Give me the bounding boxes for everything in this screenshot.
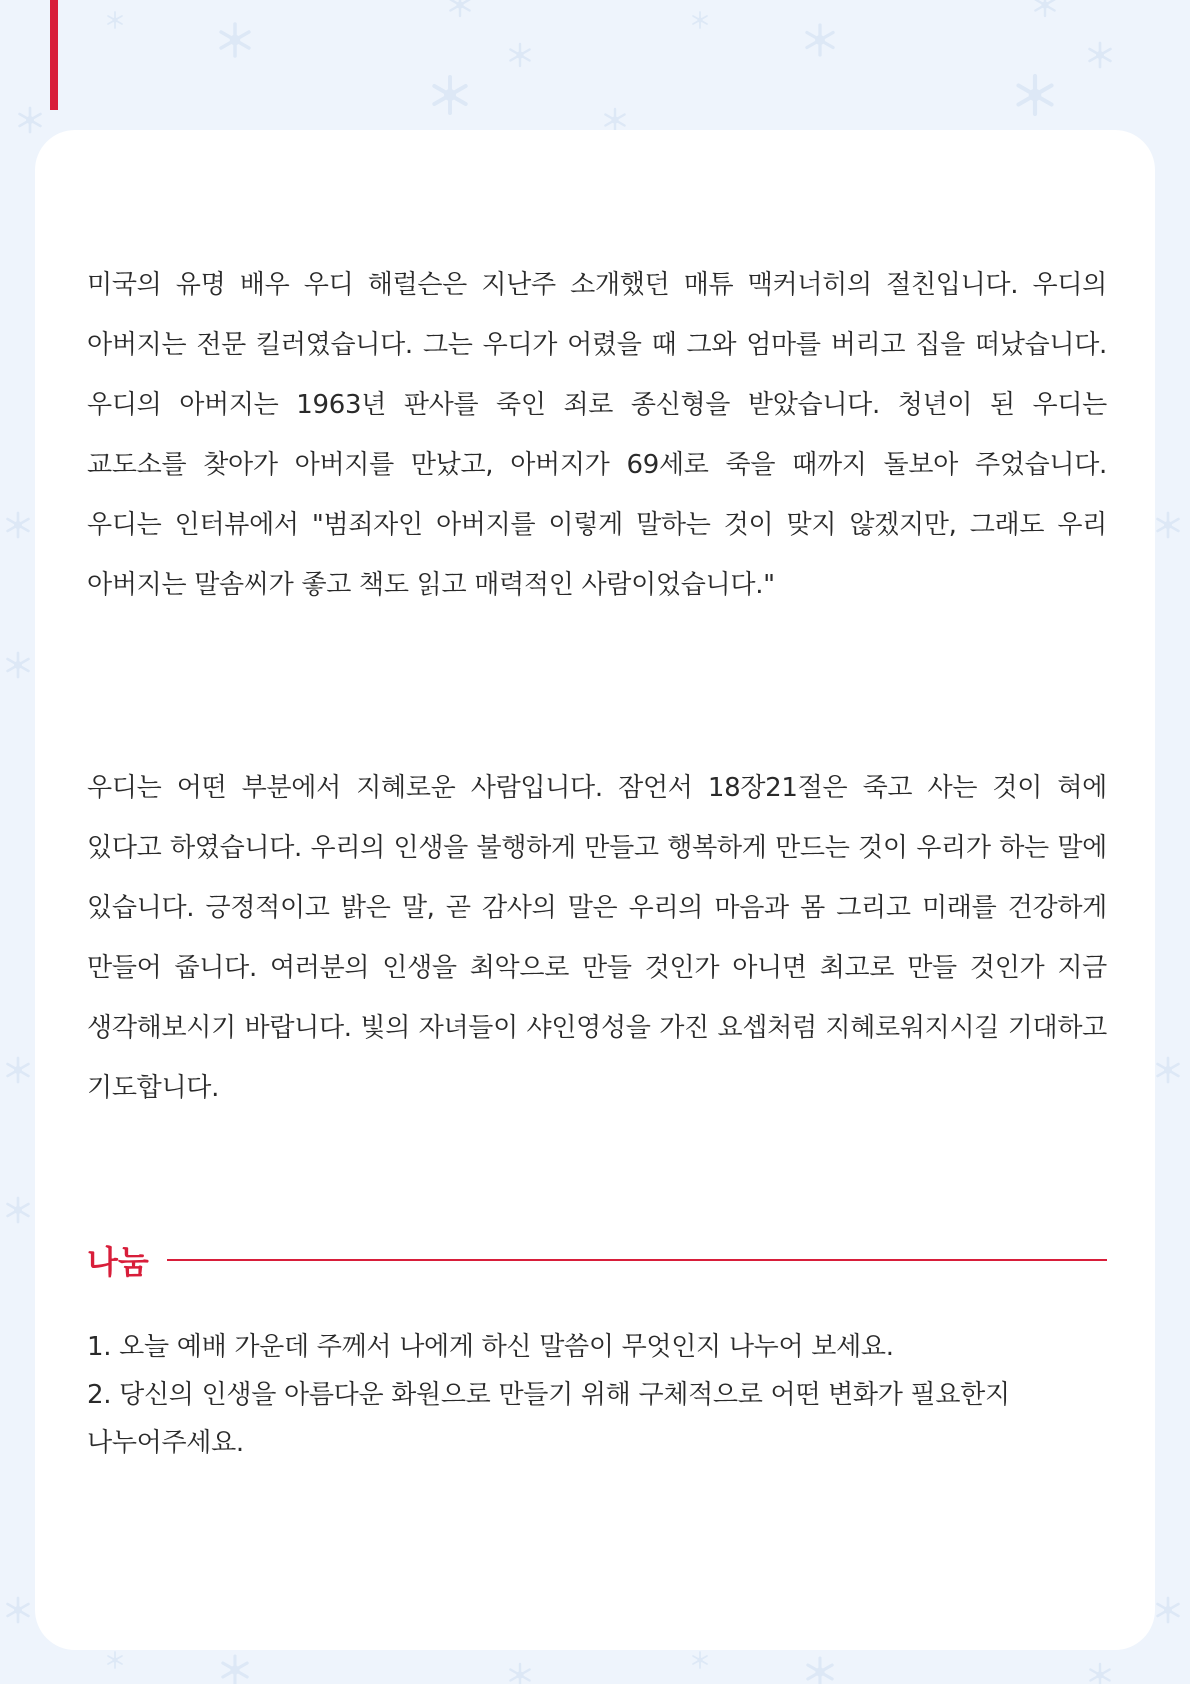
sharing-header bbox=[87, 1230, 1107, 1290]
snowflake-icon bbox=[1158, 1058, 1179, 1082]
snowflake-icon bbox=[450, 0, 469, 16]
snowflake-icon bbox=[510, 44, 529, 66]
snowflake-icon bbox=[1158, 1598, 1179, 1622]
snowflake-icon bbox=[1090, 1664, 1109, 1684]
snowflake-icon bbox=[221, 24, 249, 56]
question-item: 1. 오늘 예배 가운데 주께서 나에게 하신 말씀이 무엇인지 나누어 보세요. bbox=[87, 1332, 894, 1362]
snowflake-icon bbox=[223, 1656, 247, 1684]
snowflake-icon bbox=[693, 12, 707, 28]
accent-bar bbox=[50, 0, 58, 110]
snowflake-icon bbox=[807, 25, 833, 55]
snowflake-icon bbox=[108, 1652, 122, 1668]
snowflake-icon bbox=[434, 77, 465, 113]
snowflake-icon bbox=[1158, 513, 1179, 537]
content-card bbox=[35, 130, 1155, 1650]
snowflake-icon bbox=[1018, 76, 1051, 114]
question-list bbox=[87, 1323, 1107, 1467]
snowflake-icon bbox=[693, 1652, 707, 1668]
snowflake-icon bbox=[1090, 43, 1111, 67]
snowflake-icon bbox=[8, 1598, 29, 1622]
section-divider bbox=[167, 1259, 1107, 1261]
snowflake-icon bbox=[8, 1198, 29, 1222]
snowflake-icon bbox=[8, 653, 29, 677]
snowflake-icon bbox=[1035, 0, 1054, 16]
snowflake-icon bbox=[510, 1664, 529, 1684]
question-item: 2. 당신의 인생을 아름다운 화원으로 만들기 위해 구체적으로 어떤 변화가 필요한지 나누어주세요. bbox=[87, 1380, 1010, 1458]
snowflake-icon bbox=[808, 1658, 832, 1684]
snowflake-icon bbox=[605, 109, 624, 131]
sharing-title: 나눔 bbox=[87, 1243, 149, 1281]
snowflake-icon bbox=[108, 12, 122, 28]
snowflake-icon bbox=[8, 513, 29, 537]
body-paragraph: 미국의 유명 배우 우디 해럴슨은 지난주 소개했던 매튜 맥커너히의 절친입니다. 우디의 아버지는 전문 킬러였습니다. 그는 우디가 어렸을 때 그와 엄마를 버리고 집을 떠났습니다. 우디의 아버지는 1963년 판사를 죽인 죄로 종신형을 받았습니다. 청년이 된 우디는 교도소를 찾아가 아버지를 만났고, 아버지가 69세로 죽을 때까지 돌보아 주었습니다. 우디는 인터뷰에서 "범죄자인 아버지를 이렇게 말하는 것이 맞지 않겠지만, 그래도 우리 아버지는 말솜씨가 좋고 책도 읽고 매력적인 사람이었습니다." bbox=[87, 270, 1107, 600]
body-paragraph: 우디는 어떤 부분에서 지혜로운 사람입니다. 잠언서 18장21절은 죽고 사는 것이 혀에 있다고 하였습니다. 우리의 인생을 불행하게 만들고 행복하게 만드는 것이 우리가 하는 말에 있습니다. 긍정적이고 밝은 말, 곧 감사의 말은 우리의 마음과 몸 그리고 미래를 건강하게 만들어 줍니다. 여러분의 인생을 최악으로 만들 것인가 아니면 최고로 만들 것인가 지금 생각해보시기 바랍니다. 빛의 자녀들이 샤인영성을 가진 요셉처럼 지혜로워지시길 기대하고 기도합니다. bbox=[87, 773, 1107, 1103]
snowflake-icon bbox=[8, 1058, 29, 1082]
snowflake-icon bbox=[20, 108, 41, 132]
